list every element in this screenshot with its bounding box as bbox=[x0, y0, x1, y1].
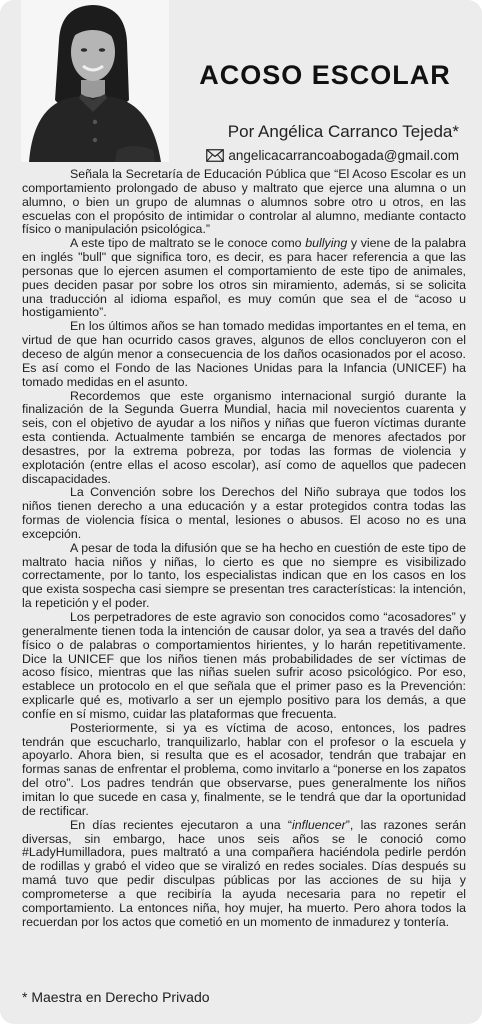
paragraph: En los últimos años se han tomado medidas importantes en el tema, en virtud de que han ocurrido casos graves, algunos de ellos concluyeron con el deceso de algún menor a consecuencia de los daños ocasionados por el acoso. Es así como el Fondo de las Naciones Unidas para la Infancia (UNICEF) ha tomado medidas en el asunto. bbox=[22, 319, 466, 389]
author-photo bbox=[21, 0, 169, 162]
italic-term: bullying bbox=[305, 236, 348, 251]
article-body bbox=[22, 168, 466, 929]
paragraph-text: ”, las razones serán diversas, sin embargo, hace unos seis años se le conoció como #LadyHumilladora, pues maltrató a una compañera haciéndola pedirle perdón de rodillas y grabó el video que se viralizó en redes sociales. Días después su mamá tuvo que pedir disculpas públicas por las acciones de su hija y comprometerse a que recibiría la ayuda necesaria para no repetir el comportamiento. La entonces niña, hoy mujer, ha muerto. Pero ahora todos la recuerdan por los actos que cometió en un momento de inmadurez y tontería. bbox=[22, 817, 467, 929]
envelope-icon bbox=[206, 149, 224, 162]
paragraph bbox=[22, 237, 466, 320]
paragraph bbox=[22, 819, 466, 930]
paragraph: La Convención sobre los Derechos del Niño subraya que todos los niños tienen derecho a una educación y a estar protegidos contra todas las formas de violencia física o mental, lesiones o abusos. El acoso no es una excepción. bbox=[22, 485, 466, 541]
paragraph-text: y viene de la palabra en inglés "bull" que significa toro, es decir, es para hacer referencia a que las personas que lo ejercen asumen el comportamiento de este tipo de animales, pues deciden pasar por sobre los otros sin miramiento, además, si se solicita una traducción al idioma español, es muy común que sea el de “acoso u hostigamiento”. bbox=[22, 236, 466, 320]
paragraph: Señala la Secretaría de Educación Pública que “El Acoso Escolar es un comportamiento prolongado de abuso y maltrato que ejerce una alumna o un alumno, o bien un grupo de alumnas o alumnos sobre otro u otros, en las escuelas con el propósito de intimidar o controlar al alumno, mediante contacto físico o manipulación psicológica.” bbox=[22, 167, 466, 237]
paragraph: Posteriormente, si ya es víctima de acoso, entonces, los padres tendrán que escucharlo, tranquilizarlo, hablar con el profesor o la escuela y apoyarlo. Ahora bien, si resulta que es el acosador, tendrán que trabajar en formas sanas de enfrentar el problema, como invitarlo a “ponerse en los zapatos del otro”. Los padres tendrán que observarse, pues generalmente los niños imitan lo que sucede en casa y, finalmente, se le tendrá que dar la oportunidad de rectificar. bbox=[22, 720, 466, 818]
paragraph: Recordemos que este organismo internacional surgió durante la finalización de la Segunda Guerra Mundial, hacia mil novecientos cuarenta y seis, con el objetivo de ayudar a los niños y niñas que fueron víctimas durante esta contienda. Actualmente también se encarga de menores afectados por desastres, por la extrema pobreza, por todas las formas de violencia y explotación (entre ellas el acoso escolar), así como de aquellos que padecen discapacidades. bbox=[22, 388, 466, 486]
email-address[interactable]: angelicacarrancoabogada@gmail.com bbox=[228, 148, 459, 163]
author-byline: Por Angélica Carranco Tejeda* bbox=[227, 122, 459, 141]
author-footnote: * Maestra en Derecho Privado bbox=[22, 989, 210, 1005]
paragraph-text: A este tipo de maltrato se le conoce como bbox=[70, 236, 306, 251]
paragraph: Los perpetradores de este agravio son conocidos como “acosadores” y generalmente tienen toda la intención de causar dolor, ya sea a través del daño físico o de palabras o comportamientos hirientes, y lo harán repetitivamente. Dice la UNICEF que los niños tienen más probabilidades de ser víctimas de acoso físico, mientras que las niñas suelen sufrir acoso psicológico. Por eso, establece un protocolo en el que señala que el primer paso es la Prevención: explicarle qué es, motivarlo a ser un ejemplo positivo para los demás, a que confíe en sí mismo, cuidar las plataformas que frecuenta. bbox=[22, 610, 466, 721]
article-title: ACOSO ESCOLAR bbox=[199, 60, 451, 90]
italic-term: influencer bbox=[292, 817, 346, 832]
author-email[interactable] bbox=[172, 148, 459, 163]
paragraph-text: En días recientes ejecutaron a una “ bbox=[70, 817, 292, 832]
paragraph: A pesar de toda la difusión que se ha hecho en cuestión de este tipo de maltrato hacia niños y niñas, lo cierto es que no siempre es visibilizado correctamente, por lo tanto, los especialistas indican que en los casos en los que exista sospecha casi siempre se presentan tres características: la intención, la repetición y el poder. bbox=[22, 540, 466, 611]
